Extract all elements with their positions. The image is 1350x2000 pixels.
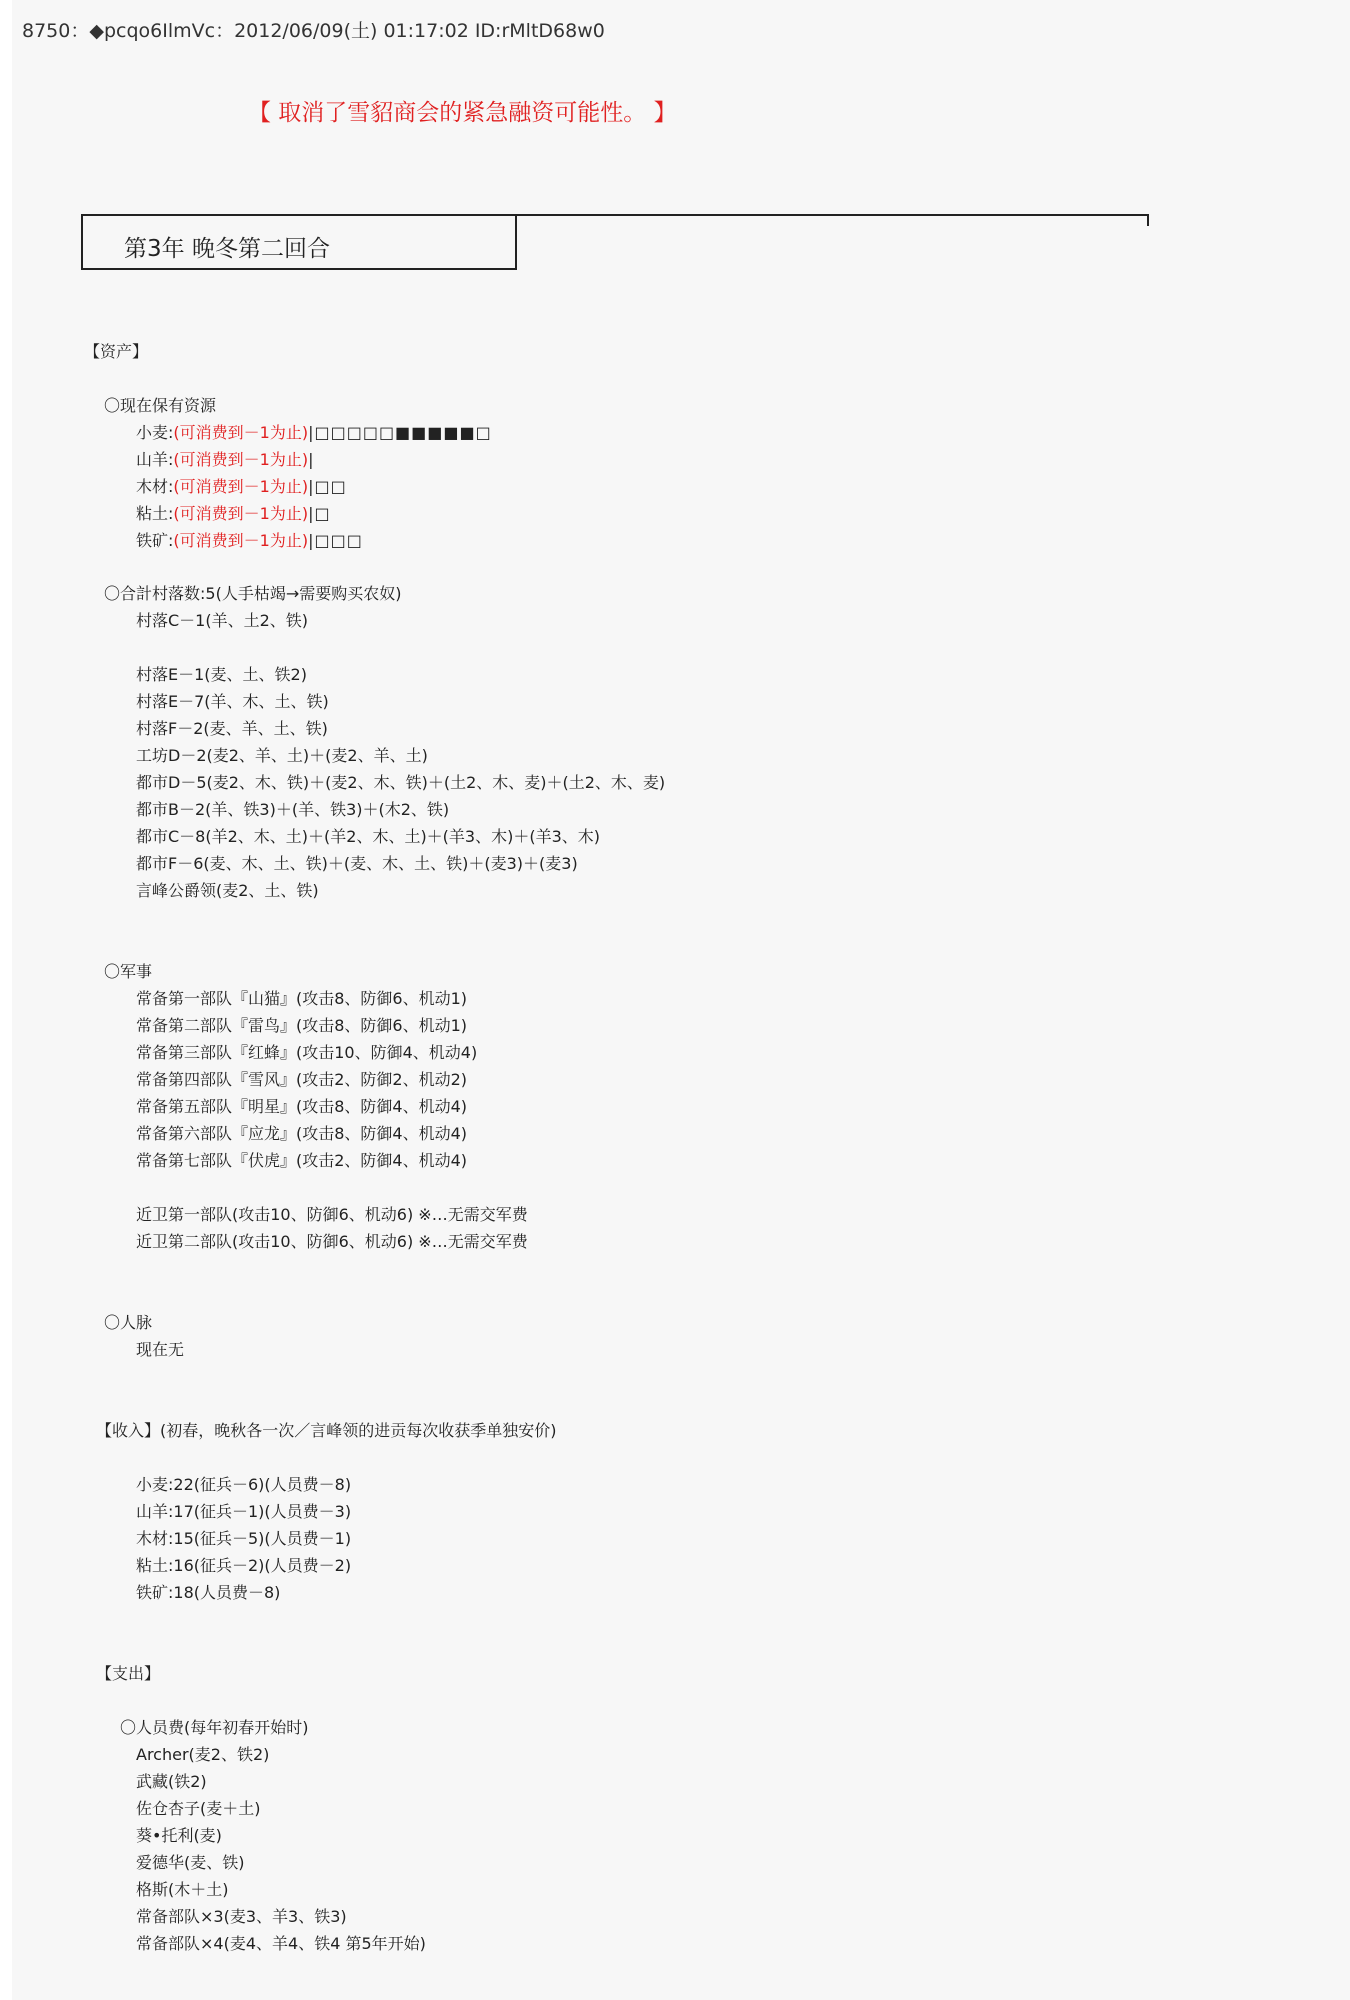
resource-row — [136, 527, 363, 554]
resource-note: (可消费到－1为止) — [173, 504, 309, 523]
village-item: 都市D－5(麦2、木、铁)＋(麦2、木、铁)＋(土2、木、麦)＋(土2、木、麦) — [136, 773, 666, 792]
military-unit: 常备第一部队『山猫』(攻击8、防御6、机动1) — [136, 989, 468, 1008]
notice-text: 【 取消了雪貂商会的紧急融资可能性。 】 — [248, 100, 677, 126]
village-item: 都市F－6(麦、木、土、铁)＋(麦、木、土、铁)＋(麦3)＋(麦3) — [136, 854, 578, 873]
military-heading: 〇军事 — [104, 962, 153, 981]
resource-bar: |□□□ — [308, 531, 363, 550]
frame-right-tick — [1147, 214, 1149, 226]
resource-name: 铁矿: — [136, 531, 174, 550]
personnel-item: 葵•托利(麦) — [136, 1826, 222, 1845]
military-unit: 常备第七部队『伏虎』(攻击2、防御4、机动4) — [136, 1151, 468, 1170]
resource-bar: | — [308, 450, 315, 469]
connections-heading: 〇人脉 — [104, 1313, 153, 1332]
village-item: 村落E－7(羊、木、土、铁) — [136, 692, 329, 711]
military-unit: 常备第四部队『雪风』(攻击2、防御2、机动2) — [136, 1070, 468, 1089]
income-item: 木材:15(征兵－5)(人员费－1) — [136, 1529, 352, 1548]
village-item: 工坊D－2(麦2、羊、土)＋(麦2、羊、土) — [136, 746, 428, 765]
frame-bottom-line — [81, 268, 517, 270]
personnel-item: 常备部队×4(麦4、羊4、铁4 第5年开始) — [136, 1934, 426, 1953]
resource-row — [136, 500, 331, 527]
personnel-item: 常备部队×3(麦3、羊3、铁3) — [136, 1907, 347, 1926]
personnel-item: 爱德华(麦、铁) — [136, 1853, 245, 1872]
personnel-item: 武藏(铁2) — [136, 1772, 207, 1791]
military-unit: 常备第二部队『雷鸟』(攻击8、防御6、机动1) — [136, 1016, 468, 1035]
resource-note: (可消费到－1为止) — [173, 531, 309, 550]
village-item: 言峰公爵领(麦2、土、铁) — [136, 881, 319, 900]
expense-heading: 【支出】 — [96, 1664, 161, 1683]
frame-mid-tick — [515, 214, 517, 270]
frame-top-line — [81, 214, 1149, 216]
income-item: 山羊:17(征兵－1)(人员费－3) — [136, 1502, 352, 1521]
resource-name: 小麦: — [136, 423, 174, 442]
income-heading: 【收入】(初春，晚秋各一次／言峰领的进贡每次收获季单独安价) — [96, 1421, 557, 1440]
personnel-item: 佐仓杏子(麦＋土) — [136, 1799, 261, 1818]
village-item: 村落C－1(羊、土2、铁) — [136, 611, 309, 630]
guard-unit: 近卫第二部队(攻击10、防御6、机动6) ※…无需交军费 — [136, 1232, 528, 1251]
village-item: 都市C－8(羊2、木、土)＋(羊2、木、土)＋(羊3、木)＋(羊3、木) — [136, 827, 601, 846]
resource-bar: |□ — [308, 504, 331, 523]
resource-note: (可消费到－1为止) — [173, 477, 309, 496]
resource-bar: |□□□□□■■■■■□ — [308, 423, 492, 442]
turn-title: 第3年 晚冬第二回合 — [124, 236, 330, 262]
resource-note: (可消费到－1为止) — [173, 423, 309, 442]
military-unit: 常备第六部队『应龙』(攻击8、防御4、机动4) — [136, 1124, 468, 1143]
resource-row — [136, 446, 314, 473]
resource-bar: |□□ — [308, 477, 347, 496]
village-item: 村落E－1(麦、土、铁2) — [136, 665, 307, 684]
guard-unit: 近卫第一部队(攻击10、防御6、机动6) ※…无需交军费 — [136, 1205, 528, 1224]
income-item: 粘土:16(征兵－2)(人员费－2) — [136, 1556, 352, 1575]
resource-name: 粘土: — [136, 504, 174, 523]
document-page — [12, 0, 1350, 2000]
income-item: 小麦:22(征兵－6)(人员费－8) — [136, 1475, 352, 1494]
personnel-item: 格斯(木＋土) — [136, 1880, 229, 1899]
village-item: 都市B－2(羊、铁3)＋(羊、铁3)＋(木2、铁) — [136, 800, 450, 819]
military-unit: 常备第五部队『明星』(攻击8、防御4、机动4) — [136, 1097, 468, 1116]
military-unit: 常备第三部队『红蜂』(攻击10、防御4、机动4) — [136, 1043, 478, 1062]
income-item: 铁矿:18(人员费－8) — [136, 1583, 281, 1602]
frame-left-tick — [81, 214, 83, 270]
resource-name: 木材: — [136, 477, 174, 496]
resource-note: (可消费到－1为止) — [173, 450, 309, 469]
resource-row — [136, 419, 492, 446]
resource-row — [136, 473, 347, 500]
connections-value: 现在无 — [136, 1340, 185, 1359]
village-item: 村落F－2(麦、羊、土、铁) — [136, 719, 328, 738]
villages-heading: 〇合計村落数:5(人手枯竭→需要购买农奴) — [104, 584, 402, 603]
resource-name: 山羊: — [136, 450, 174, 469]
personnel-item: Archer(麦2、铁2) — [136, 1745, 270, 1764]
post-header: 8750：◆pcqo6IlmVc：2012/06/09(土) 01:17:02 ID:rMltD68w0 — [22, 20, 605, 42]
resources-heading: 〇现在保有资源 — [104, 396, 217, 415]
assets-heading: 【资产】 — [84, 342, 149, 361]
personnel-heading: 〇人员费(每年初春开始时) — [120, 1718, 309, 1737]
